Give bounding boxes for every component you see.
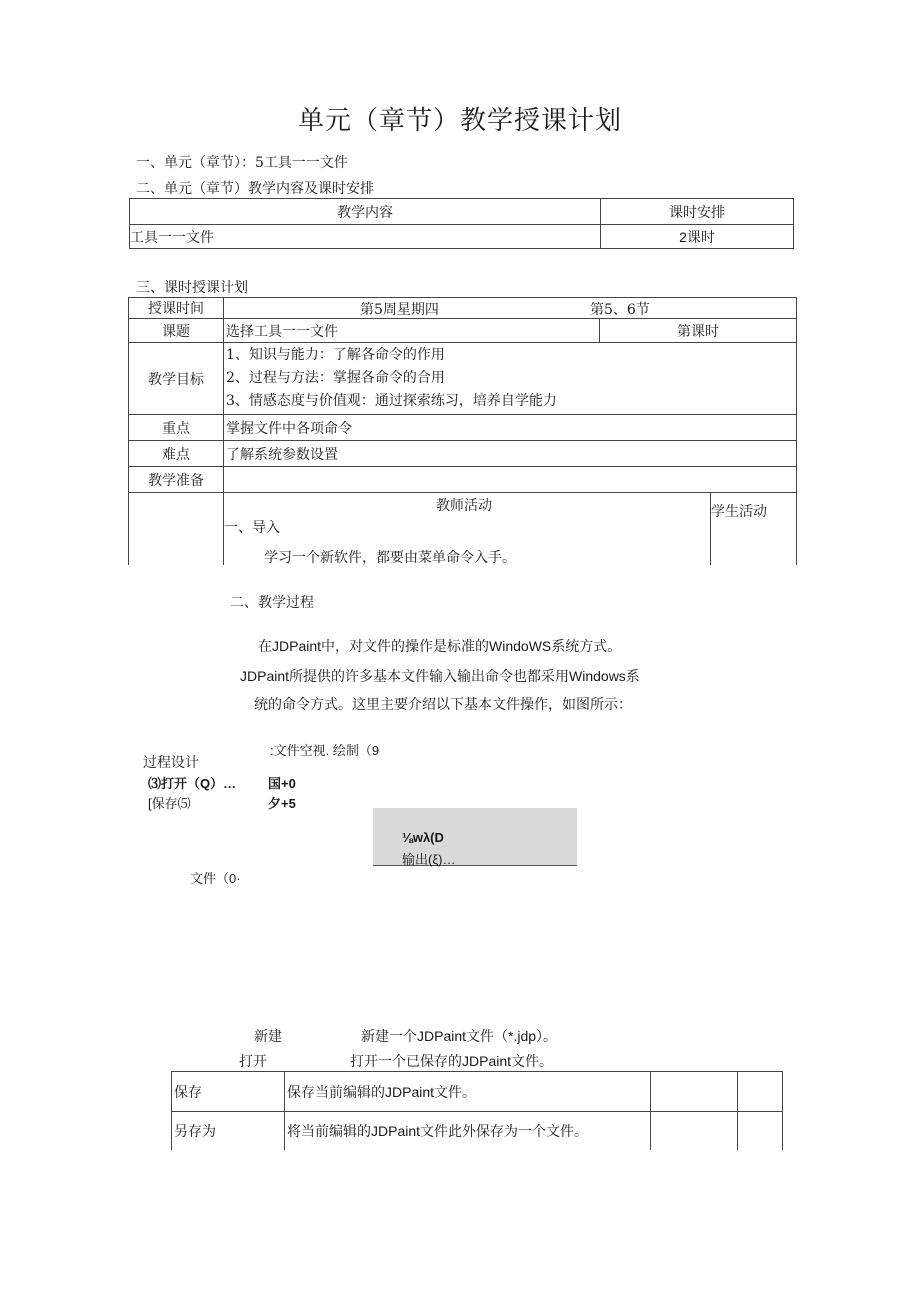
file-commands-table (171, 1071, 783, 1150)
table-row (172, 1112, 783, 1150)
key-label: 重点 (129, 415, 224, 441)
empty-cell (651, 1112, 738, 1150)
schedule-cell: 2课时 (601, 225, 794, 249)
lesson-plan-table (128, 297, 797, 565)
activity-empty-cell (129, 493, 224, 566)
menu-bar-text[interactable]: :文件空视. 绘制（9 (270, 743, 380, 758)
paragraph-2: JDPaint所提供的许多基本文件输入输出命令也都采用Windows系 (240, 668, 640, 684)
menu-shortcut-open: 国+0 (268, 776, 296, 791)
prep-value (224, 467, 797, 493)
prep-label: 教学准备 (129, 467, 224, 493)
menu-item-input[interactable]: ⅛wλ(D (402, 830, 444, 845)
section-lesson-plan: 三、课时授课计划 (136, 280, 248, 296)
header-schedule: 课时安排 (601, 199, 794, 225)
menu-item-open[interactable]: ⑶打开（Q）… (148, 776, 237, 791)
empty-cell (651, 1072, 738, 1112)
menu-shortcut-save: 夕+5 (268, 796, 296, 811)
empty-cell (738, 1072, 783, 1112)
topic-label: 课题 (129, 319, 224, 343)
teacher-activity-cell (224, 493, 711, 566)
student-activity-label: 学生活动 (711, 493, 797, 566)
goal-item: 3、情感态度与价值观：通过探索练习，培养自学能力 (226, 393, 557, 409)
time-cell (224, 298, 797, 319)
process-heading: 二、教学过程 (230, 595, 314, 611)
intro-heading: 一、导入 (224, 520, 280, 536)
goal-item: 2、过程与方法：掌握各命令的合用 (226, 370, 445, 386)
command-label: 另存为 (172, 1112, 285, 1150)
paragraph-1: 在JDPaint中，对文件的操作是标准的WindoWS系统方式。 (258, 638, 622, 654)
open-label: 打开 (239, 1054, 267, 1070)
new-desc: 新建一个JDPaint文件（*.jdp）。 (361, 1028, 558, 1044)
section-content-schedule: 二、单元（章节）教学内容及课时安排 (136, 181, 374, 197)
topic-value: 选择工具一一文件 (224, 319, 600, 343)
page-title: 单元（章节）教学授课计划 (297, 106, 622, 136)
menu-item-output[interactable]: 输出(ξ)… (402, 852, 456, 867)
teacher-activity-label: 教师活动 (436, 498, 492, 514)
key-value: 掌握文件中各项命令 (224, 415, 797, 441)
empty-cell (738, 1112, 783, 1150)
command-label: 保存 (172, 1072, 285, 1112)
lesson-label: 第课时 (600, 319, 797, 343)
content-schedule-table (129, 198, 794, 249)
intro-text: 学习一个新软件，都要由菜单命令入手。 (264, 550, 516, 566)
goal-label: 教学目标 (129, 343, 224, 415)
new-label: 新建 (254, 1029, 282, 1045)
file-menu-label[interactable]: 文件（0· (190, 871, 241, 886)
paragraph-3: 统的命令方式。这里主要介绍以下基本文件操作，如图所示： (254, 696, 632, 712)
goal-item: 1、知识与能力：了解各命令的作用 (226, 347, 445, 363)
time-value: 第5周星期四 (360, 302, 439, 318)
difficulty-label: 难点 (129, 441, 224, 467)
open-desc: 打开一个已保存的JDPaint文件。 (350, 1053, 554, 1069)
section-unit: 一、单元（章节）：5工具一一文件 (136, 155, 348, 171)
command-desc: 保存当前编辑的JDPaint文件。 (285, 1072, 651, 1112)
goals-cell (224, 343, 797, 415)
period-value: 第5、6节 (590, 302, 650, 318)
content-cell: 工具一一文件 (130, 225, 601, 249)
process-design-label: 过程设计 (143, 755, 199, 771)
command-desc: 将当前编辑的JDPaint文件此外保存为一个文件。 (285, 1112, 651, 1150)
difficulty-value: 了解系统参数设置 (224, 441, 797, 467)
menu-item-save[interactable]: [保存⑸ (148, 796, 191, 811)
table-row (172, 1072, 783, 1112)
time-label: 授课时间 (129, 298, 224, 319)
header-content: 教学内容 (130, 199, 601, 225)
